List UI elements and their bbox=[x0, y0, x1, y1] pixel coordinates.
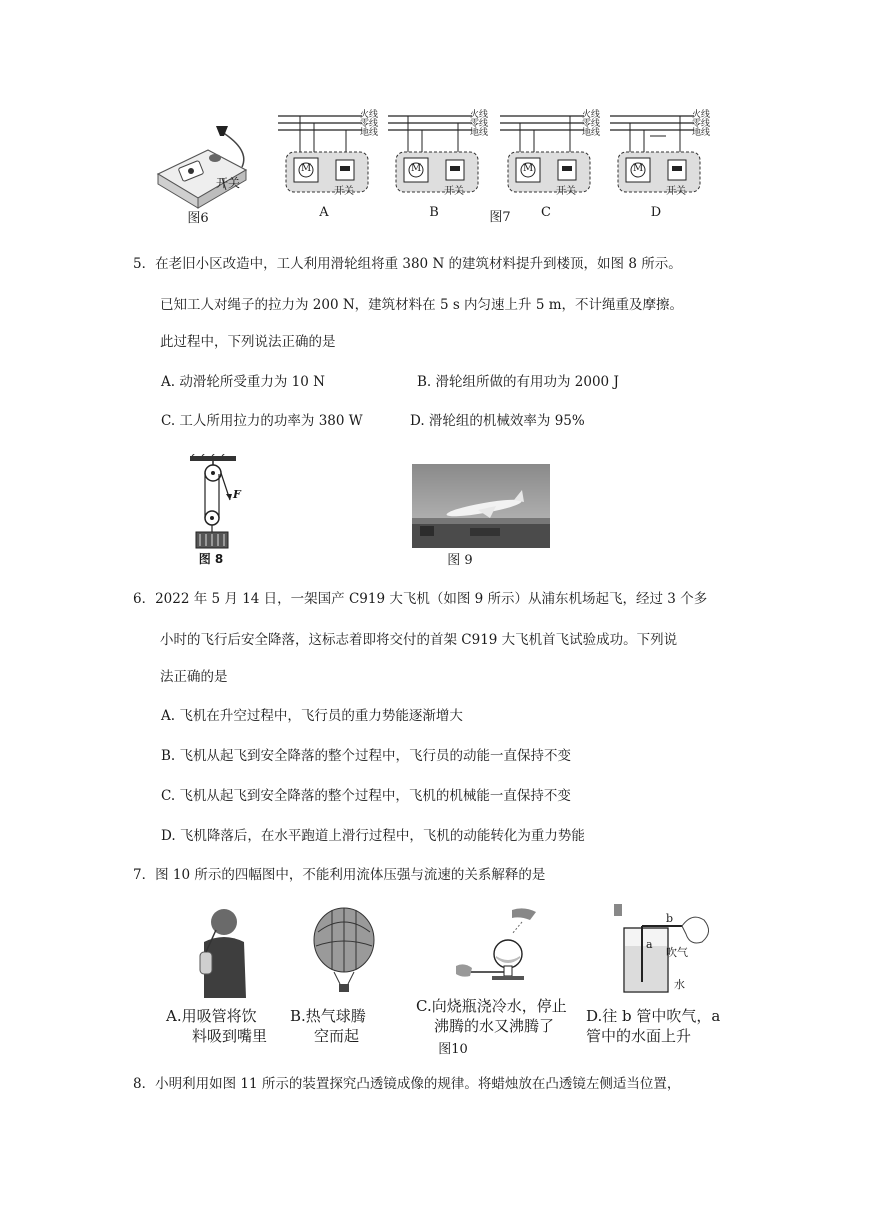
switch-label: 开关 bbox=[444, 186, 464, 197]
figure-10 bbox=[160, 902, 740, 1062]
panel-a-letter: A. bbox=[166, 1007, 182, 1025]
hot-air-balloon-image bbox=[288, 902, 398, 1002]
live-wire-label: 火线 bbox=[582, 110, 601, 120]
panel-d-letter: D. bbox=[586, 1007, 603, 1025]
panel-d-line-1: 往 b 管中吹气，a bbox=[602, 1007, 721, 1025]
panel-a-line-1: 用吸管将饮 bbox=[181, 1007, 257, 1025]
wiring-panel-a bbox=[274, 106, 380, 230]
panel-d-line-2: 管中的水面上升 bbox=[586, 1027, 692, 1045]
figure-10-panel-d bbox=[586, 902, 736, 1062]
panel-a-caption bbox=[166, 1006, 278, 1046]
panel-b-line-1: 热气球腾 bbox=[305, 1007, 366, 1025]
panel-d-caption bbox=[586, 1006, 736, 1046]
motor-label: M bbox=[411, 163, 422, 174]
ground-wire-label: 地线 bbox=[470, 128, 489, 138]
neutral-wire-label: 零线 bbox=[692, 119, 711, 129]
question-6-option-a: A. 飞机在升空过程中，飞行员的重力势能逐渐增大 bbox=[161, 708, 463, 724]
neutral-wire-label: 零线 bbox=[582, 119, 601, 129]
panel-c-letter: C. bbox=[416, 997, 432, 1015]
switch-label: 开关 bbox=[666, 186, 686, 197]
motor-label: M bbox=[633, 163, 644, 174]
live-wire-label: 火线 bbox=[360, 110, 379, 120]
figure-10-panel-c bbox=[412, 902, 582, 1062]
question-5-line-2: 已知工人对绳子的拉力为 200 N，建筑材料在 5 s 内匀速上升 5 m，不计绳重及摩擦。 bbox=[160, 297, 684, 313]
question-5-option-d: D. 滑轮组的机械效率为 95% bbox=[410, 413, 585, 429]
question-6-line-1: 6．2022 年 5 月 14 日，一架国产 C919 大飞机（如图 9 所示）从浦东机场起飞，经过 3 个多 bbox=[133, 591, 708, 607]
neutral-wire-label: 零线 bbox=[360, 119, 379, 129]
panel-a-line-2: 料吸到嘴里 bbox=[192, 1027, 268, 1045]
question-6-option-c: C. 飞机从起飞到安全降落的整个过程中，飞机的机械能一直保持不变 bbox=[161, 788, 571, 804]
motor-label: M bbox=[523, 163, 534, 174]
option-label-c: C bbox=[541, 205, 551, 220]
panel-b-letter: B. bbox=[290, 1007, 306, 1025]
flask-image bbox=[412, 902, 582, 1002]
switch-label: 开关 bbox=[216, 176, 241, 190]
switch-label: 开关 bbox=[556, 186, 576, 197]
figure-6-caption: 图6 bbox=[187, 211, 209, 226]
option-label-a: A bbox=[319, 205, 329, 220]
beaker-tubes-image bbox=[586, 902, 736, 1002]
figure-10-panel-a bbox=[160, 902, 280, 1062]
question-6-option-d: D. 飞机降落后，在水平跑道上滑行过程中，飞机的动能转化为重力势能 bbox=[161, 828, 585, 844]
figure-10-caption: 图10 bbox=[438, 1042, 468, 1057]
boy-drinking-image bbox=[160, 902, 280, 1002]
question-5-line-3: 此过程中，下列说法正确的是 bbox=[160, 334, 336, 350]
pulley-diagram bbox=[186, 454, 256, 554]
tube-b-label: b bbox=[666, 912, 674, 925]
live-wire-label: 火线 bbox=[470, 110, 489, 120]
figure-9-caption: 图 9 bbox=[447, 553, 473, 568]
wiring-panel-c bbox=[496, 106, 602, 230]
question-7-line-1: 7．图 10 所示的四幅图中，不能利用流体压强与流速的关系解释的是 bbox=[133, 867, 546, 883]
question-5-option-b: B. 滑轮组所做的有用功为 2000 J bbox=[417, 374, 619, 390]
ground-wire-label: 地线 bbox=[692, 128, 711, 138]
option-label-b: B bbox=[429, 205, 439, 220]
neutral-wire-label: 零线 bbox=[470, 119, 489, 129]
question-5-line-1: 5．在老旧小区改造中，工人利用滑轮组将重 380 N 的建筑材料提升到楼顶，如图 8 所示。 bbox=[133, 256, 682, 272]
switch-label: 开关 bbox=[334, 186, 354, 197]
figure-9 bbox=[410, 460, 552, 570]
panel-b-caption bbox=[290, 1006, 396, 1046]
figure-8 bbox=[186, 454, 256, 568]
question-5-option-a: A. 动滑轮所受重力为 10 N bbox=[161, 374, 325, 390]
ground-wire-label: 地线 bbox=[582, 128, 601, 138]
question-6-line-3: 法正确的是 bbox=[160, 669, 228, 685]
live-wire-label: 火线 bbox=[692, 110, 711, 120]
panel-c-line-1: 向烧瓶浇冷水，停止 bbox=[431, 997, 567, 1015]
figure-7-caption: 图7 bbox=[489, 210, 511, 225]
question-8-line-1: 8．小明利用如图 11 所示的装置探究凸透镜成像的规律。将蜡烛放在凸透镜左侧适当位置， bbox=[133, 1076, 681, 1092]
airplane-photo bbox=[410, 460, 552, 552]
figure-10-panel-b bbox=[288, 902, 398, 1062]
wiring-panel-b bbox=[384, 106, 490, 230]
question-5-option-c: C. 工人所用拉力的功率为 380 W bbox=[161, 413, 363, 429]
panel-b-line-2: 空而起 bbox=[314, 1027, 360, 1045]
tube-a-label: a bbox=[646, 938, 653, 951]
question-6-line-2: 小时的飞行后安全降落，这标志着即将交付的首架 C919 大飞机首飞试验成功。下列说 bbox=[160, 632, 678, 648]
question-6-option-b: B. 飞机从起飞到安全降落的整个过程中，飞行员的动能一直保持不变 bbox=[161, 748, 572, 764]
figure-6 bbox=[150, 112, 260, 232]
ground-wire-label: 地线 bbox=[360, 128, 379, 138]
motor-label: M bbox=[301, 163, 312, 174]
blow-label: 吹气 bbox=[666, 946, 688, 959]
wiring-panel-d bbox=[606, 106, 712, 230]
force-label: F bbox=[233, 488, 241, 501]
panel-c-caption bbox=[416, 996, 582, 1036]
water-label: 水 bbox=[674, 978, 685, 991]
figure-7 bbox=[274, 106, 714, 230]
option-label-d: D bbox=[650, 205, 662, 220]
panel-c-line-2: 沸腾的水又沸腾了 bbox=[434, 1017, 555, 1035]
figure-8-caption: 图 8 bbox=[198, 552, 224, 566]
